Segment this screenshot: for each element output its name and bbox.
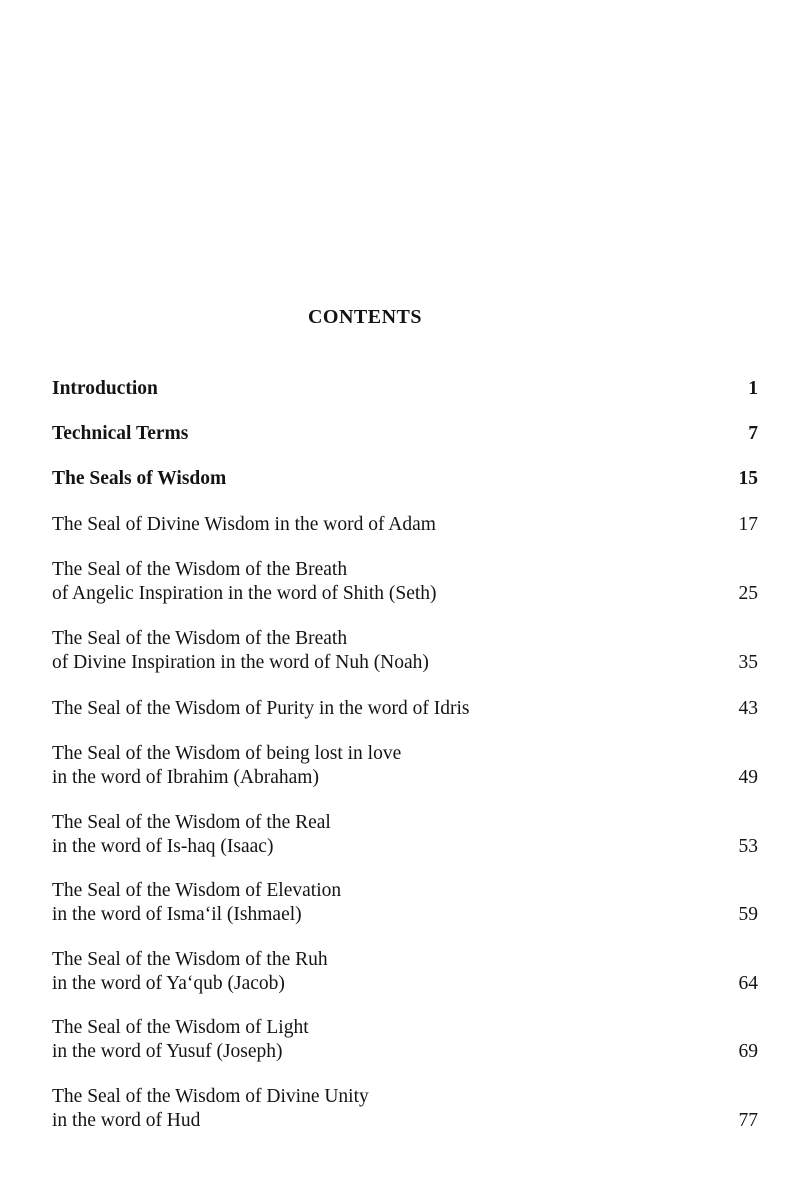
- toc-entry-line: The Seal of the Wisdom of Light: [52, 1017, 309, 1038]
- toc-entry-title: [52, 627, 758, 675]
- toc-entry-line: Technical Terms: [52, 423, 189, 444]
- toc-entry-line: of Angelic Inspiration in the word of Shith (Seth): [52, 583, 437, 604]
- toc-entry: [52, 422, 758, 446]
- toc-entry-title: [52, 422, 758, 446]
- toc-entry-line: The Seal of the Wisdom of the Breath: [52, 559, 348, 580]
- toc-entry-line: The Seal of the Wisdom of Divine Unity: [52, 1086, 369, 1107]
- toc-entry-title: [52, 879, 758, 927]
- toc-entry: [52, 742, 758, 790]
- toc-page-number: 49: [738, 767, 758, 788]
- toc-entry: [52, 1016, 758, 1064]
- toc-entry-title: [52, 742, 758, 790]
- toc-entry-title: [52, 811, 758, 859]
- toc-entry: [52, 879, 758, 927]
- toc-entry-title: [52, 513, 758, 537]
- toc-entry-line: Introduction: [52, 378, 158, 399]
- toc-entry: [52, 513, 758, 537]
- toc-entry-line: The Seal of Divine Wisdom in the word of Adam: [52, 514, 436, 535]
- toc-entry: [52, 697, 758, 721]
- toc-entry-line: The Seals of Wisdom: [52, 468, 227, 489]
- toc-page-number: 59: [738, 904, 758, 925]
- toc-entry-line: in the word of Hud: [52, 1110, 201, 1131]
- toc-entry-line: of Divine Inspiration in the word of Nuh (Noah): [52, 652, 429, 673]
- toc-entry: [52, 467, 758, 491]
- toc-entry-title: [52, 467, 758, 491]
- toc-entry-title: [52, 697, 758, 721]
- toc-entry-line: in the word of Isma‘il (Ishmael): [52, 904, 302, 925]
- toc-page-number: 53: [738, 836, 758, 857]
- toc-page-number: 17: [738, 514, 758, 535]
- toc-entry: [52, 377, 758, 401]
- toc-entry: [52, 627, 758, 675]
- toc-entry-line: in the word of Yusuf (Joseph): [52, 1041, 283, 1062]
- toc-entry-title: [52, 1016, 758, 1064]
- toc-entry: [52, 811, 758, 859]
- toc-entry: [52, 558, 758, 606]
- toc-page-number: 77: [738, 1110, 758, 1131]
- toc-entry-line: The Seal of the Wisdom of the Real: [52, 812, 331, 833]
- toc-entry-title: [52, 948, 758, 996]
- toc-entry-line: The Seal of the Wisdom of Elevation: [52, 880, 342, 901]
- toc-entry-line: The Seal of the Wisdom of being lost in love: [52, 743, 402, 764]
- toc-entry-line: in the word of Is-haq (Isaac): [52, 836, 274, 857]
- toc-page-number: 25: [738, 583, 758, 604]
- toc-entry: [52, 1085, 758, 1133]
- toc-entry-line: in the word of Ya‘qub (Jacob): [52, 973, 285, 994]
- toc-entry-title: [52, 1085, 758, 1133]
- toc-entry-line: The Seal of the Wisdom of the Breath: [52, 628, 348, 649]
- toc-entry-line: The Seal of the Wisdom of Purity in the word of Idris: [52, 698, 470, 719]
- toc-page-number: 69: [738, 1041, 758, 1062]
- toc-page-number: 43: [738, 698, 758, 719]
- contents-heading: CONTENTS: [307, 306, 423, 328]
- toc-page-number: 7: [748, 423, 758, 444]
- toc-page-number: 64: [738, 973, 758, 994]
- toc-page-number: 35: [738, 652, 758, 673]
- toc-entry-line: The Seal of the Wisdom of the Ruh: [52, 949, 328, 970]
- toc-entry-title: [52, 377, 758, 401]
- toc-entry: [52, 948, 758, 996]
- toc-page-number: 1: [748, 378, 758, 399]
- toc-page-number: 15: [738, 468, 758, 489]
- toc-entry-line: in the word of Ibrahim (Abraham): [52, 767, 319, 788]
- toc-entry-title: [52, 558, 758, 606]
